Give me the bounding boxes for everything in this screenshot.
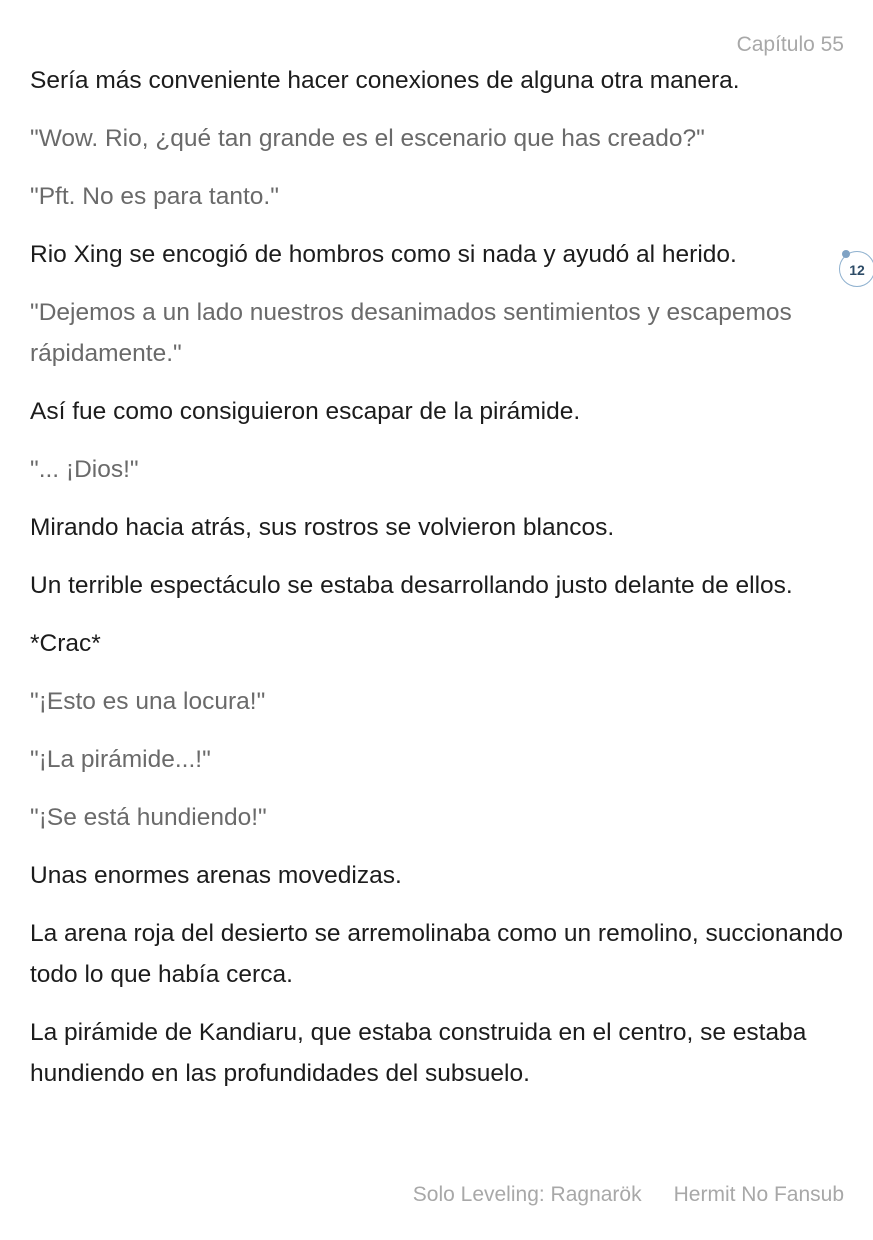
- paragraph-narration: Un terrible espectáculo se estaba desarrollando justo delante de ellos.: [30, 572, 793, 599]
- paragraph-dialogue: "... ¡Dios!": [30, 456, 139, 483]
- footer: [413, 1183, 844, 1207]
- footer-translator: Hermit No Fansub: [673, 1183, 844, 1206]
- paragraph-narration: Así fue como consiguieron escapar de la pirámide.: [30, 398, 581, 425]
- paragraph-dialogue: "¡Se está hundiendo!": [30, 804, 267, 831]
- page-number: 12: [849, 261, 865, 278]
- paragraph-narration: La pirámide de Kandiaru, que estaba construida en el centro, se estaba hundiendo en las profundidades del subsuelo.: [30, 1019, 807, 1087]
- paragraph-narration: La arena roja del desierto se arremolinaba como un remolino, succionando todo lo que había cerca.: [30, 920, 844, 988]
- paragraph-dialogue: "Pft. No es para tanto.": [30, 183, 279, 210]
- paragraph-dialogue: "¡La pirámide...!": [30, 746, 211, 773]
- badge-indicator-dot-icon: [842, 250, 850, 258]
- paragraph-narration: Mirando hacia atrás, sus rostros se volvieron blancos.: [30, 514, 615, 541]
- paragraph-narration: *Crac*: [30, 630, 101, 657]
- reader-body[interactable]: [30, 60, 845, 1111]
- paragraph-dialogue: "¡Esto es una locura!": [30, 688, 266, 715]
- paragraph-narration: Rio Xing se encogió de hombros como si nada y ayudó al herido.: [30, 241, 737, 268]
- paragraph-dialogue: "Dejemos a un lado nuestros desanimados sentimientos y escapemos rápidamente.": [30, 299, 792, 367]
- paragraph-narration: Unas enormes arenas movedizas.: [30, 862, 402, 889]
- paragraph-dialogue: "Wow. Rio, ¿qué tan grande es el escenario que has creado?": [30, 125, 705, 152]
- paragraph-narration: Sería más conveniente hacer conexiones de alguna otra manera.: [30, 67, 740, 94]
- footer-book-title: Solo Leveling: Ragnarök: [412, 1183, 642, 1206]
- chapter-label: Capítulo 55: [736, 33, 844, 56]
